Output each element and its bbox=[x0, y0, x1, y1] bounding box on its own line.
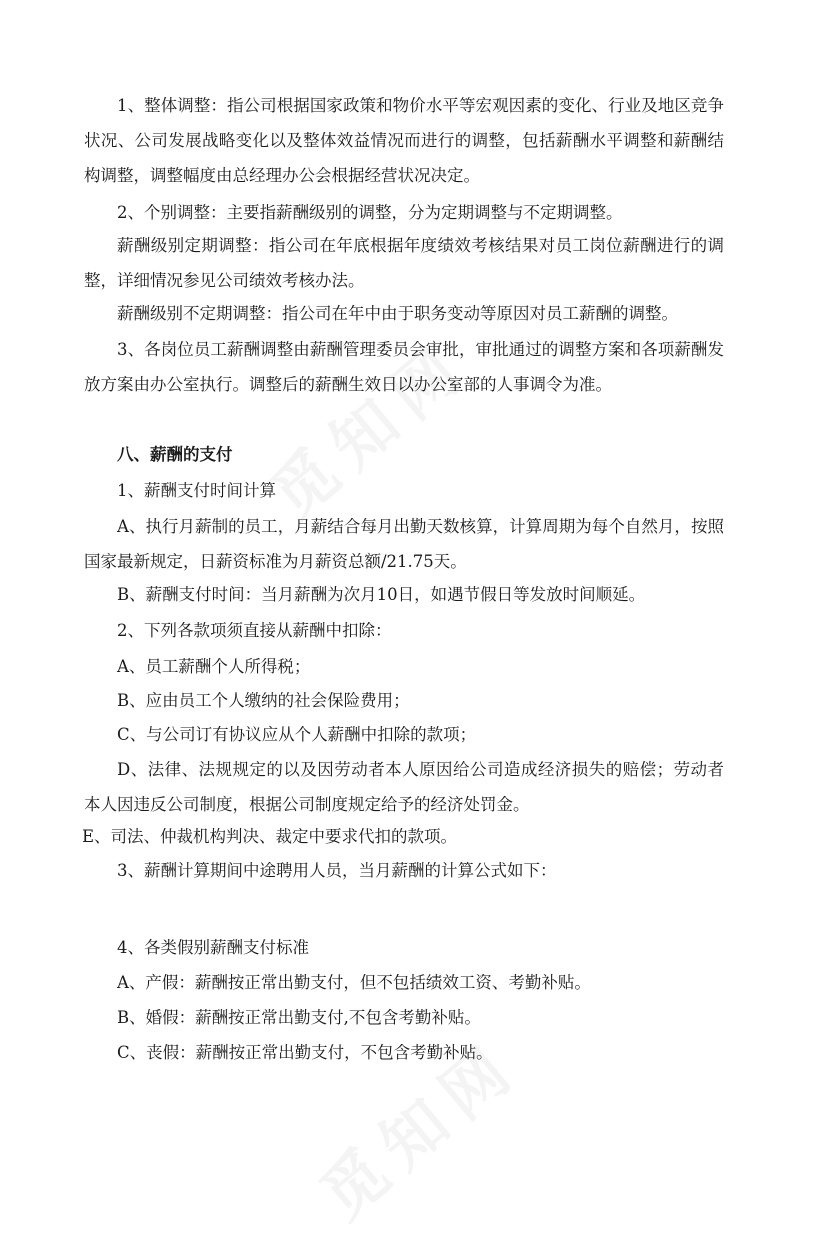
paragraph-midterm-hire: 3、薪酬计算期间中途聘用人员，当月薪酬的计算公式如下： bbox=[117, 861, 557, 880]
paragraph-deduction-a: A、员工薪酬个人所得税； bbox=[117, 657, 311, 676]
paragraph-deduction-d: D、法律、法规规定的以及因劳动者本人原因给公司造成经济损失的赔偿；劳动者本人因违反公司制度，根据公司制度规定给予的经济处罚金。 bbox=[84, 760, 724, 814]
paragraph-deduction-e: E、司法、仲裁机构判决、裁定中要求代扣的款项。 bbox=[82, 827, 458, 846]
paragraph-marriage-leave: B、婚假：薪酬按正常出勤支付,不包含考勤补贴。 bbox=[117, 1008, 481, 1027]
paragraph-monthly-salary: A、执行月薪制的员工，月薪结合每月出勤天数核算，计算周期为每个自然月，按照国家最新规定，日薪资标准为月薪资总额/21.75天。 bbox=[84, 517, 724, 571]
paragraph-maternity-leave: A、产假：薪酬按正常出勤支付，但不包括绩效工资、考勤补贴。 bbox=[117, 973, 591, 992]
paragraph-individual-adjustment: 2、个别调整：主要指薪酬级别的调整，分为定期调整与不定期调整。 bbox=[117, 203, 623, 222]
paragraph-periodic-adjustment: 薪酬级别定期调整：指公司在年底根据年度绩效考核结果对员工岗位薪酬进行的调整，详细情况参见公司绩效考核办法。 bbox=[84, 236, 724, 290]
paragraph-irregular-adjustment: 薪酬级别不定期调整：指公司在年中由于职务变动等原因对员工薪酬的调整。 bbox=[117, 304, 678, 323]
paragraph-deduction-c: C、与公司订有协议应从个人薪酬中扣除的款项； bbox=[117, 725, 477, 744]
paragraph-deduction-b: B、应由员工个人缴纳的社会保险费用； bbox=[117, 691, 410, 710]
paragraph-leave-standards: 4、各类假别薪酬支付标准 bbox=[117, 938, 309, 957]
paragraph-overall-adjustment: 1、整体调整：指公司根据国家政策和物价水平等宏观因素的变化、行业及地区竞争状况、公司发展战略变化以及整体效益情况而进行的调整，包括薪酬水平调整和薪酬结构调整，调整幅度由总经理办公会根据经营状况决定。 bbox=[84, 96, 724, 185]
section-heading-payment: 八、薪酬的支付 bbox=[117, 445, 233, 464]
paragraph-deductions: 2、下列各款项须直接从薪酬中扣除： bbox=[117, 621, 392, 640]
paragraph-approval: 3、各岗位员工薪酬调整由薪酬管理委员会审批，审批通过的调整方案和各项薪酬发放方案由办公室执行。调整后的薪酬生效日以办公室部的人事调令为准。 bbox=[84, 340, 724, 394]
paragraph-payment-date: B、薪酬支付时间：当月薪酬为次月10日，如遇节假日等发放时间顺延。 bbox=[117, 585, 646, 604]
paragraph-bereavement-leave: C、丧假：薪酬按正常出勤支付，不包含考勤补贴。 bbox=[117, 1043, 493, 1062]
paragraph-payment-time-calc: 1、薪酬支付时间计算 bbox=[117, 481, 276, 500]
